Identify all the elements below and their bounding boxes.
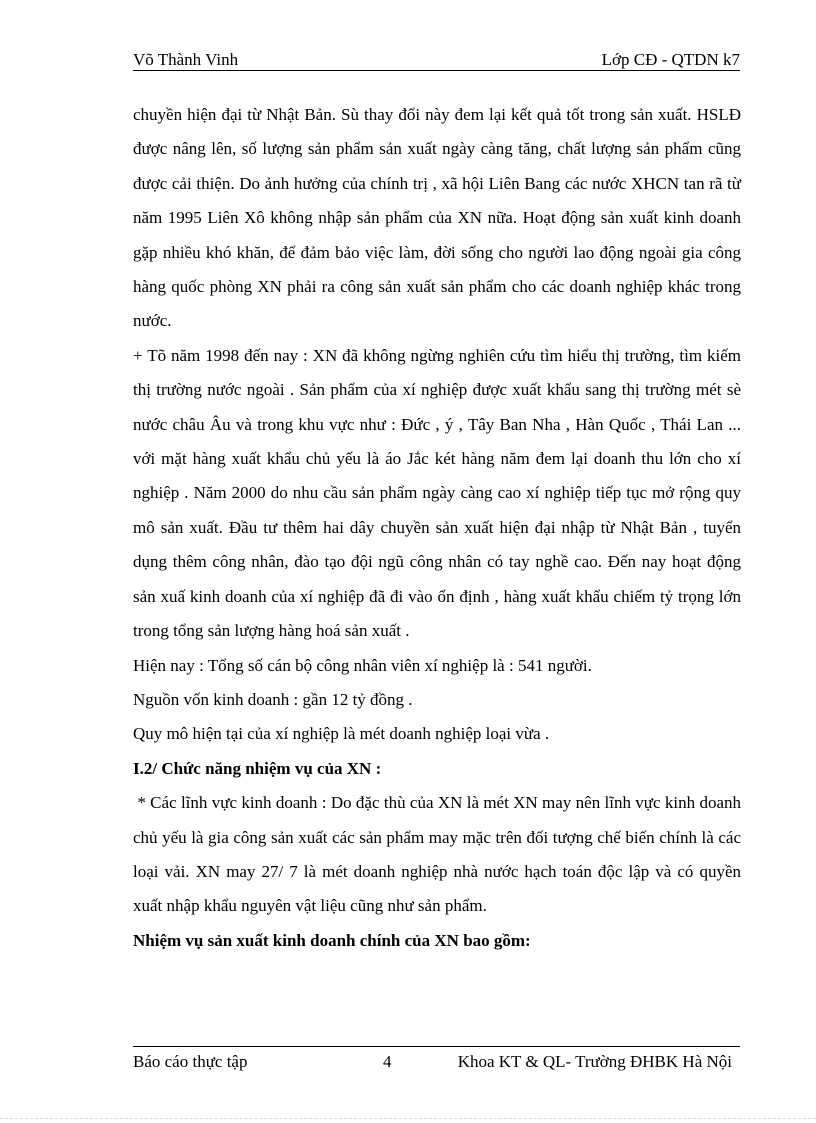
paragraph: + Tõ năm 1998 đến nay : XN đã không ngừng nghiên cứu tìm hiểu thị trường, tìm kiếm thị trường nước ngoài . Sản phẩm của xí nghiệp được xuất khẩu sang thị trường mét sè nước châu Âu và trong khu vực như : Đức , ý , Tây Ban Nha , Hàn Quốc , Thái Lan ... với mặt hàng xuất khẩu chủ yếu là áo Jắc két hàng năm đem lại doanh thu lớn cho xí nghiệp . Năm 2000 do nhu cầu sản phẩm ngày càng cao xí nghiệp tiếp tục mở rộng quy mô sản xuất. Đầu tư thêm hai dây chuyền sản xuất hiện đại nhập từ Nhật Bản , tuyển dụng thêm công nhân, đào tạo đội ngũ công nhân có tay nghề cao. Đến nay hoạt động sản xuấ kinh doanh của xí nghiệp đã đi vào ổn định , hàng xuất khẩu chiếm tỷ trọng lớn trong tổng sản lượng hàng hoá sản xuất .: [133, 345, 741, 641]
footer-report-label: Báo cáo thực tập: [133, 1052, 248, 1071]
paragraph: chuyền hiện đại từ Nhật Bản. Sù thay đổi này đem lại kết quả tốt trong sản xuất. HSLĐ được nâng lên, số lượng sản phẩm sản xuất ngày càng tăng, chất lượng sản phẩm cũng được cải thiện. Do ảnh hưởng của chính trị , xã hội Liên Bang các nước XHCN tan rã từ năm 1995 Liên Xô không nhập sản phẩm của XN nữa. Hoạt động sản xuất kinh doanh gặp nhiều khó khăn, để đảm bảo việc làm, đời sống cho người lao động ngoài gia công hàng quốc phòng XN phải ra công sản xuất sản phẩm cho các doanh nghiệp khác trong nước.: [133, 105, 741, 331]
footer-faculty: Khoa KT & QL- Trường ĐHBK Hà Nội: [457, 1052, 732, 1071]
paragraph: * Các lĩnh vực kinh doanh : Do đặc thù của XN là mét XN may nên lĩnh vực kinh doanh chủ yếu là gia công sản xuất các sản phẩm may mặc trên đối tượng chế biến chính là các loại vải. XN may 27/ 7 là mét doanh nghiệp nhà nước hạch toán độc lập và có quyền xuất nhập khẩu nguyên vật liệu cũng như sản phẩm.: [133, 793, 746, 916]
paragraph: Quy mô hiện tại của xí nghiệp là mét doanh nghiệp loại vừa .: [133, 724, 550, 744]
page-footer: [133, 1046, 740, 1075]
page-number: 4: [383, 1052, 392, 1071]
header-class: Lớp CĐ - QTDN k7: [601, 50, 740, 69]
page-header: [133, 48, 740, 71]
subheading: Nhiệm vụ sản xuất kinh doanh chính của XN bao gồm:: [133, 930, 531, 950]
section-heading: I.2/ Chức năng nhiệm vụ của XN :: [133, 758, 382, 778]
document-body: [133, 98, 746, 958]
paragraph: Hiện nay : Tổng số cán bộ công nhân viên xí nghiệp là : 541 người.: [133, 655, 592, 675]
page-edge-divider: [0, 1118, 816, 1119]
header-author: Võ Thành Vinh: [133, 50, 239, 69]
paragraph: Nguồn vốn kinh doanh : gần 12 tỷ đồng .: [133, 689, 413, 709]
